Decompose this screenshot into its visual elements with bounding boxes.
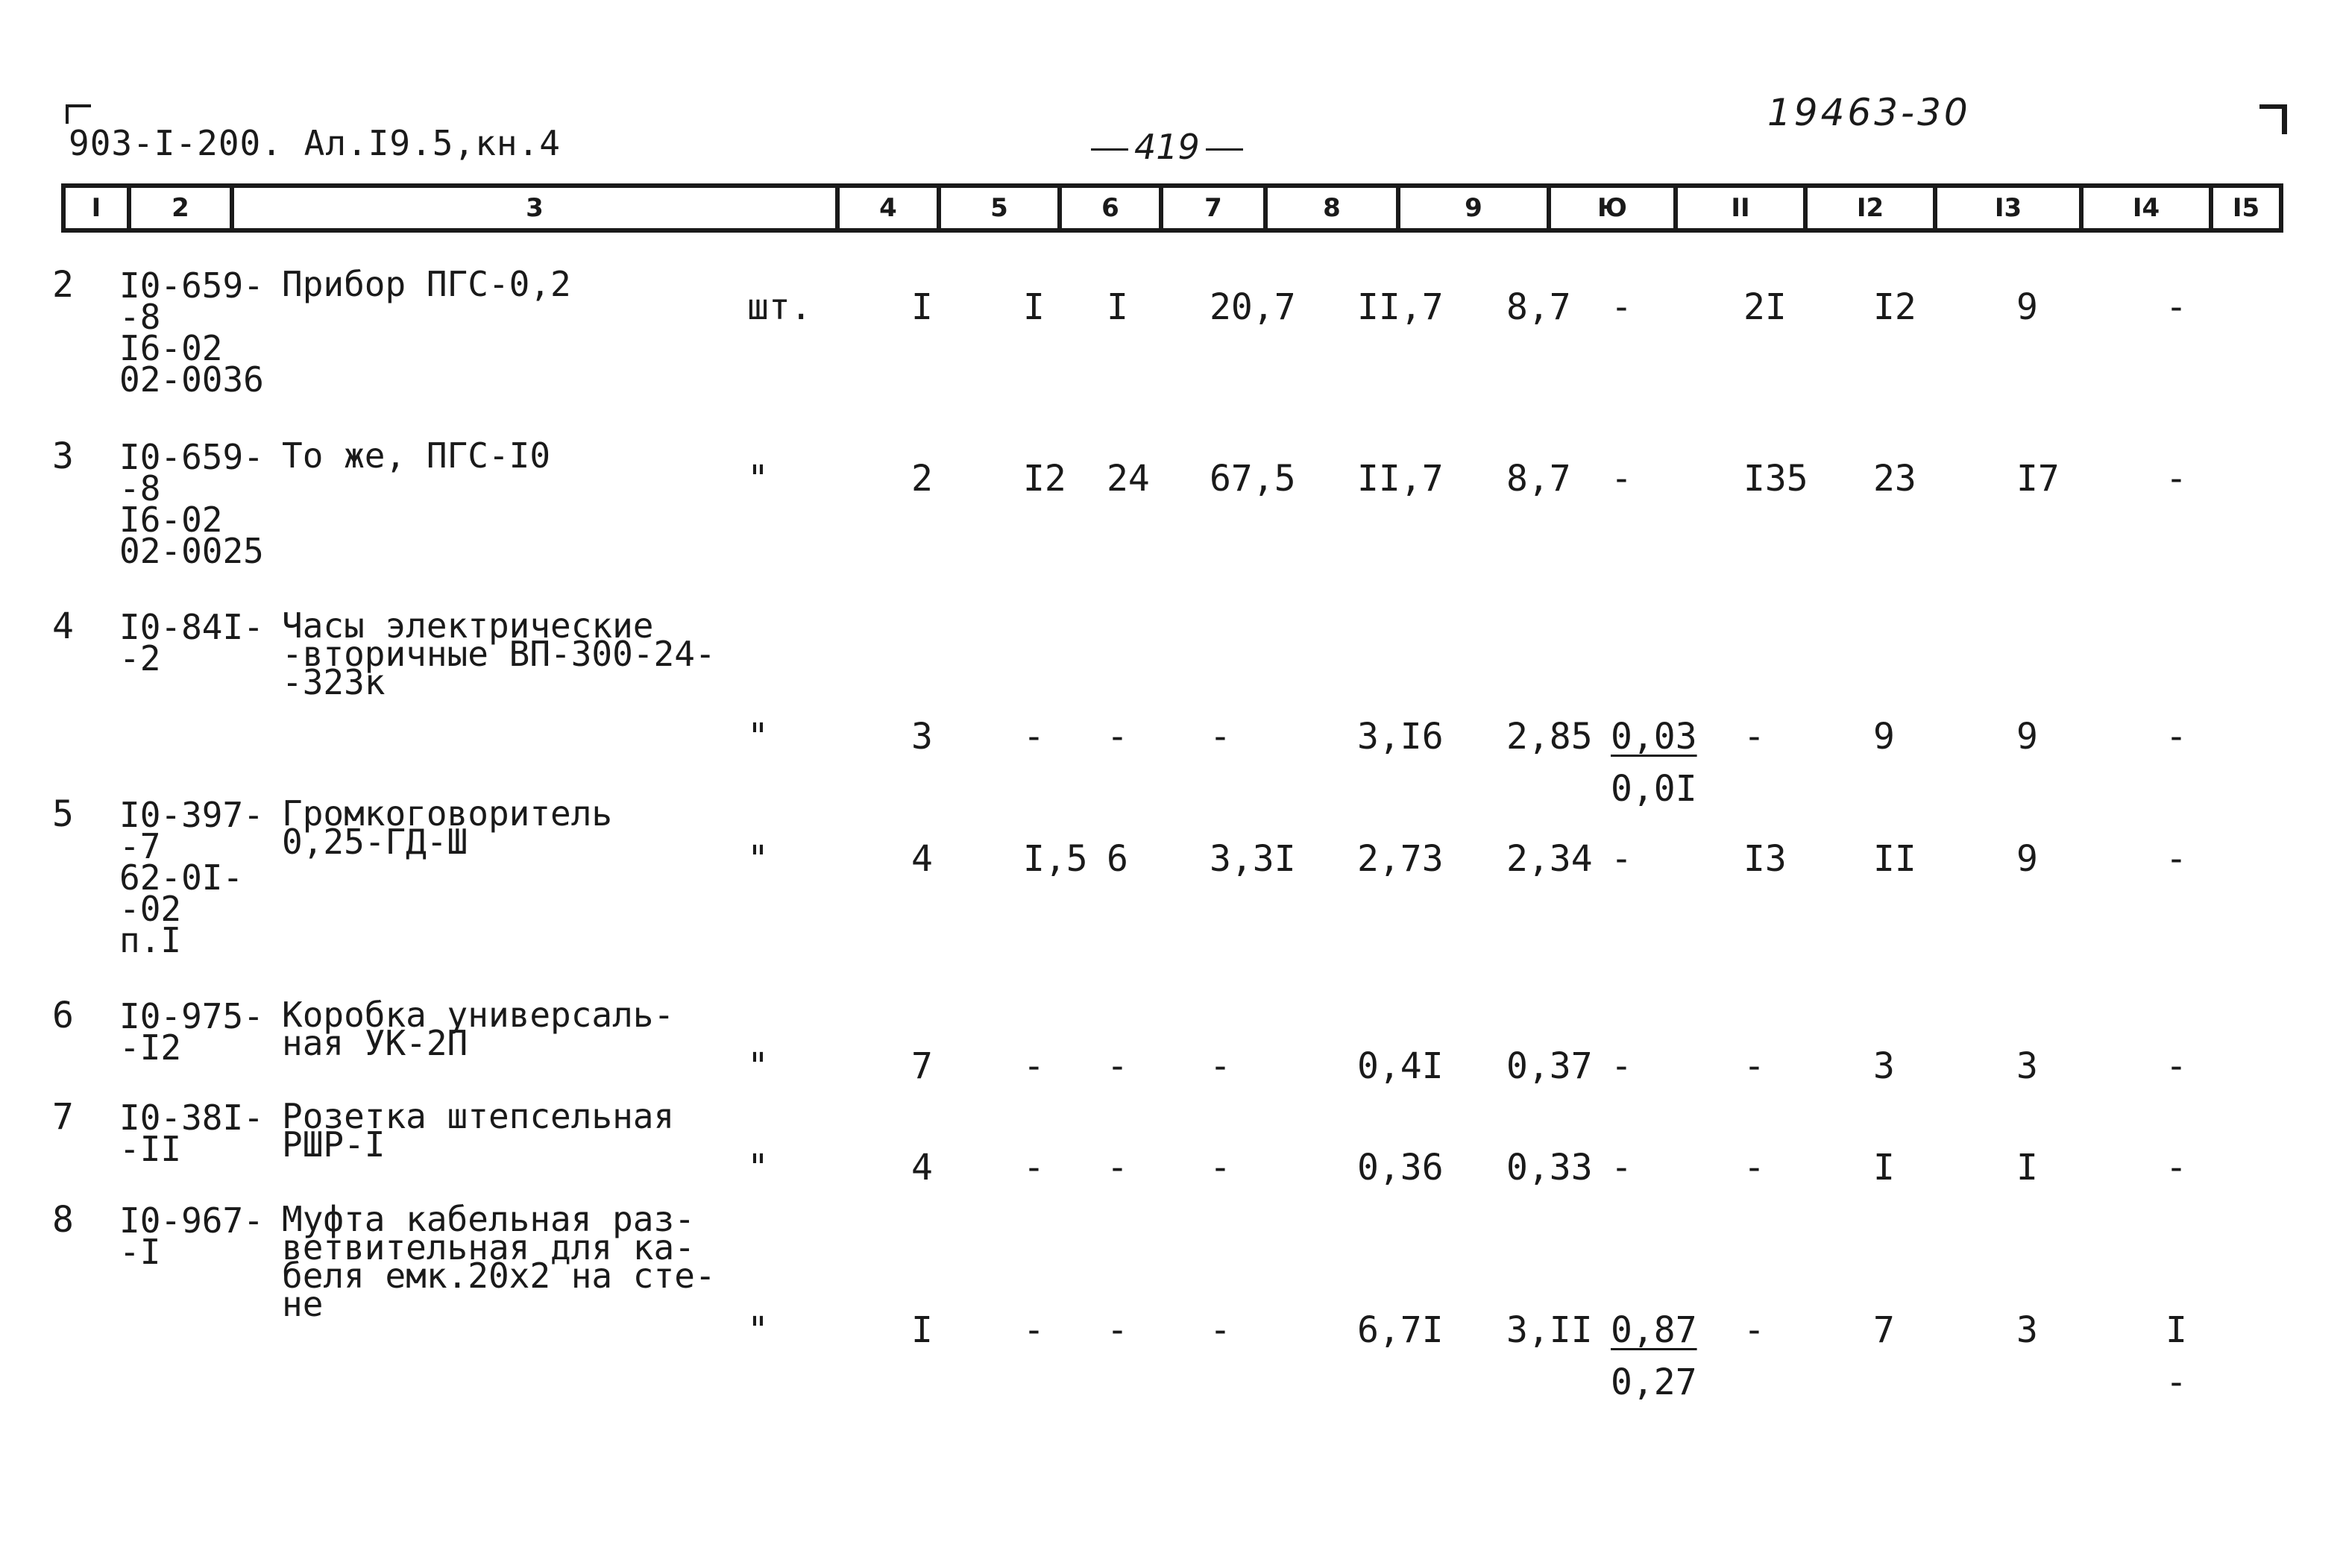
column-header: 8	[1268, 188, 1400, 228]
value-cell-c5: 7	[911, 1045, 933, 1087]
item-name: Прибор ПГС-0,2	[282, 264, 571, 304]
value-cell-c13: I	[1873, 1147, 1895, 1188]
unit-cell: шт.	[747, 286, 812, 328]
value-cell-c11: -	[1611, 458, 1632, 500]
value-cell-c12: I3	[1743, 838, 1787, 880]
value-cell-c8: -	[1210, 716, 1231, 758]
value-cell-c14: 9	[2016, 716, 2038, 758]
unit-cell: "	[747, 716, 769, 758]
column-header: I3	[1937, 188, 2083, 228]
page-number: 419	[1085, 127, 1249, 167]
value-cell-c9: II,7	[1357, 458, 1444, 500]
column-header: 7	[1163, 188, 1268, 228]
column-header: II	[1678, 188, 1808, 228]
unit-cell: "	[747, 838, 769, 880]
value-cell-c15: -	[2166, 1045, 2187, 1087]
row-number: 5	[52, 793, 74, 835]
value-cell-c7: 24	[1107, 458, 1150, 500]
unit-cell: "	[747, 1309, 769, 1351]
value-cell-c9: 0,4I	[1357, 1045, 1444, 1087]
rate-code: I0-975- -I2	[119, 996, 264, 1068]
value-cell-c13: I2	[1873, 286, 1916, 328]
value-cell-c9: II,7	[1357, 286, 1444, 328]
value-cell-c10: 2,34	[1506, 838, 1593, 880]
row-number: 3	[52, 435, 74, 477]
column-header: 3	[234, 188, 840, 228]
value-cell-c12: -	[1743, 1309, 1765, 1351]
value-cell-c10: 0,33	[1506, 1147, 1593, 1188]
value-cell-c7: -	[1107, 716, 1128, 758]
rate-code: I0-397- -7 62-0I- -02 п.I	[119, 795, 264, 960]
value-cell-c8: -	[1210, 1309, 1231, 1351]
value-cell-c9: 2,73	[1357, 838, 1444, 880]
column-header: Ю	[1551, 188, 1678, 228]
row-number: 7	[52, 1096, 74, 1138]
value-cell-c12: I35	[1743, 458, 1808, 500]
value-cell-c15-second: -	[2166, 1361, 2187, 1403]
unit-cell: "	[747, 1147, 769, 1188]
value-cell-c5: 4	[911, 838, 933, 880]
item-name: Часы электрические -вторичные ВП-300-24- -323к	[282, 605, 716, 702]
value-cell-c11: -	[1611, 1147, 1632, 1188]
unit-cell: "	[747, 1045, 769, 1087]
value-cell-c11-denominator: 0,27	[1611, 1361, 1697, 1403]
column-header: I5	[2232, 193, 2260, 223]
value-cell-c7: 6	[1107, 838, 1128, 880]
column-header: I	[66, 188, 131, 228]
value-cell-c8: 20,7	[1210, 286, 1296, 328]
handwritten-number: 19463-30	[1767, 91, 1971, 134]
row-number: 8	[52, 1199, 74, 1241]
corner-mark-left	[66, 104, 91, 124]
corner-mark-right	[2259, 104, 2287, 134]
rate-code: I0-84I- -2	[119, 607, 264, 678]
value-cell-c14: 9	[2016, 286, 2038, 328]
value-cell-c11: 0,03	[1611, 716, 1697, 758]
value-cell-c6: -	[1023, 716, 1045, 758]
value-cell-c11: -	[1611, 838, 1632, 880]
column-header: I4	[2083, 188, 2213, 228]
value-cell-c6: I	[1023, 286, 1045, 328]
value-cell-c6: -	[1023, 1045, 1045, 1087]
rate-code: I0-659- -8 I6-02 02-0036	[119, 265, 264, 400]
value-cell-c10: 0,37	[1506, 1045, 1593, 1087]
value-cell-c13: 23	[1873, 458, 1916, 500]
value-cell-c7: -	[1107, 1309, 1128, 1351]
item-name: Громкоговоритель 0,25-ГД-Ш	[282, 793, 613, 862]
column-header: I2	[1808, 188, 1937, 228]
value-cell-c6: -	[1023, 1309, 1045, 1351]
value-cell-c12: -	[1743, 1045, 1765, 1087]
value-cell-c8: 67,5	[1210, 458, 1296, 500]
value-cell-c6: I2	[1023, 458, 1066, 500]
value-cell-c11: -	[1611, 286, 1632, 328]
value-cell-c14: I	[2016, 1147, 2038, 1188]
rate-code: I0-38I- -II	[119, 1098, 264, 1169]
value-cell-c9: 6,7I	[1357, 1309, 1444, 1351]
item-name: Коробка универсаль- ная УК-2П	[282, 995, 675, 1063]
value-cell-c11: 0,87	[1611, 1309, 1697, 1351]
value-cell-c12: -	[1743, 1147, 1765, 1188]
value-cell-c14: I7	[2016, 458, 2060, 500]
value-cell-c8: -	[1210, 1045, 1231, 1087]
column-header: 5	[941, 188, 1062, 228]
value-cell-c15: -	[2166, 838, 2187, 880]
value-cell-c15: -	[2166, 286, 2187, 328]
column-header: 9	[1400, 188, 1551, 228]
value-cell-c8: -	[1210, 1147, 1231, 1188]
column-header: 4	[840, 188, 941, 228]
value-cell-c12: -	[1743, 716, 1765, 758]
column-header: 6	[1062, 188, 1163, 228]
value-cell-c6: -	[1023, 1147, 1045, 1188]
value-cell-c5: I	[911, 1309, 933, 1351]
value-cell-c7: -	[1107, 1045, 1128, 1087]
column-header: 2	[131, 188, 234, 228]
value-cell-c14: 3	[2016, 1045, 2038, 1087]
item-name: Розетка штепсельная РШР-I	[282, 1096, 675, 1165]
value-cell-c12: 2I	[1743, 286, 1787, 328]
item-name: То же, ПГС-I0	[282, 435, 551, 476]
value-cell-c13: II	[1873, 838, 1916, 880]
value-cell-c13: 3	[1873, 1045, 1895, 1087]
item-name: Муфта кабельная раз- ветвительная для ка- беля емк.20х2 на сте- не	[282, 1199, 716, 1324]
rate-code: I0-967- -I	[119, 1200, 264, 1272]
value-cell-c10: 3,II	[1506, 1309, 1593, 1351]
unit-cell: "	[747, 458, 769, 500]
row-number: 6	[52, 995, 74, 1036]
value-cell-c10: 8,7	[1506, 286, 1571, 328]
value-cell-c15: -	[2166, 458, 2187, 500]
value-cell-c5: 4	[911, 1147, 933, 1188]
value-cell-c9: 3,I6	[1357, 716, 1444, 758]
value-cell-c11: -	[1611, 1045, 1632, 1087]
value-cell-c14: 9	[2016, 838, 2038, 880]
document-code: 903-I-200. Ал.I9.5,кн.4	[69, 123, 561, 163]
value-cell-c5: 3	[911, 716, 933, 758]
value-cell-c13: 7	[1873, 1309, 1895, 1351]
row-number: 2	[52, 264, 74, 306]
value-cell-c10: 2,85	[1506, 716, 1593, 758]
value-cell-c15: I	[2166, 1309, 2187, 1351]
rate-code: I0-659- -8 I6-02 02-0025	[119, 437, 264, 571]
column-header-row	[61, 183, 2283, 233]
value-cell-c5: 2	[911, 458, 933, 500]
value-cell-c10: 8,7	[1506, 458, 1571, 500]
value-cell-c11-denominator: 0,0I	[1611, 768, 1697, 810]
value-cell-c9: 0,36	[1357, 1147, 1444, 1188]
value-cell-c5: I	[911, 286, 933, 328]
value-cell-c7: -	[1107, 1147, 1128, 1188]
value-cell-c14: 3	[2016, 1309, 2038, 1351]
value-cell-c15: -	[2166, 716, 2187, 758]
value-cell-c6: I,5	[1023, 838, 1088, 880]
value-cell-c7: I	[1107, 286, 1128, 328]
value-cell-c8: 3,3I	[1210, 838, 1296, 880]
value-cell-c13: 9	[1873, 716, 1895, 758]
row-number: 4	[52, 605, 74, 647]
value-cell-c15: -	[2166, 1147, 2187, 1188]
